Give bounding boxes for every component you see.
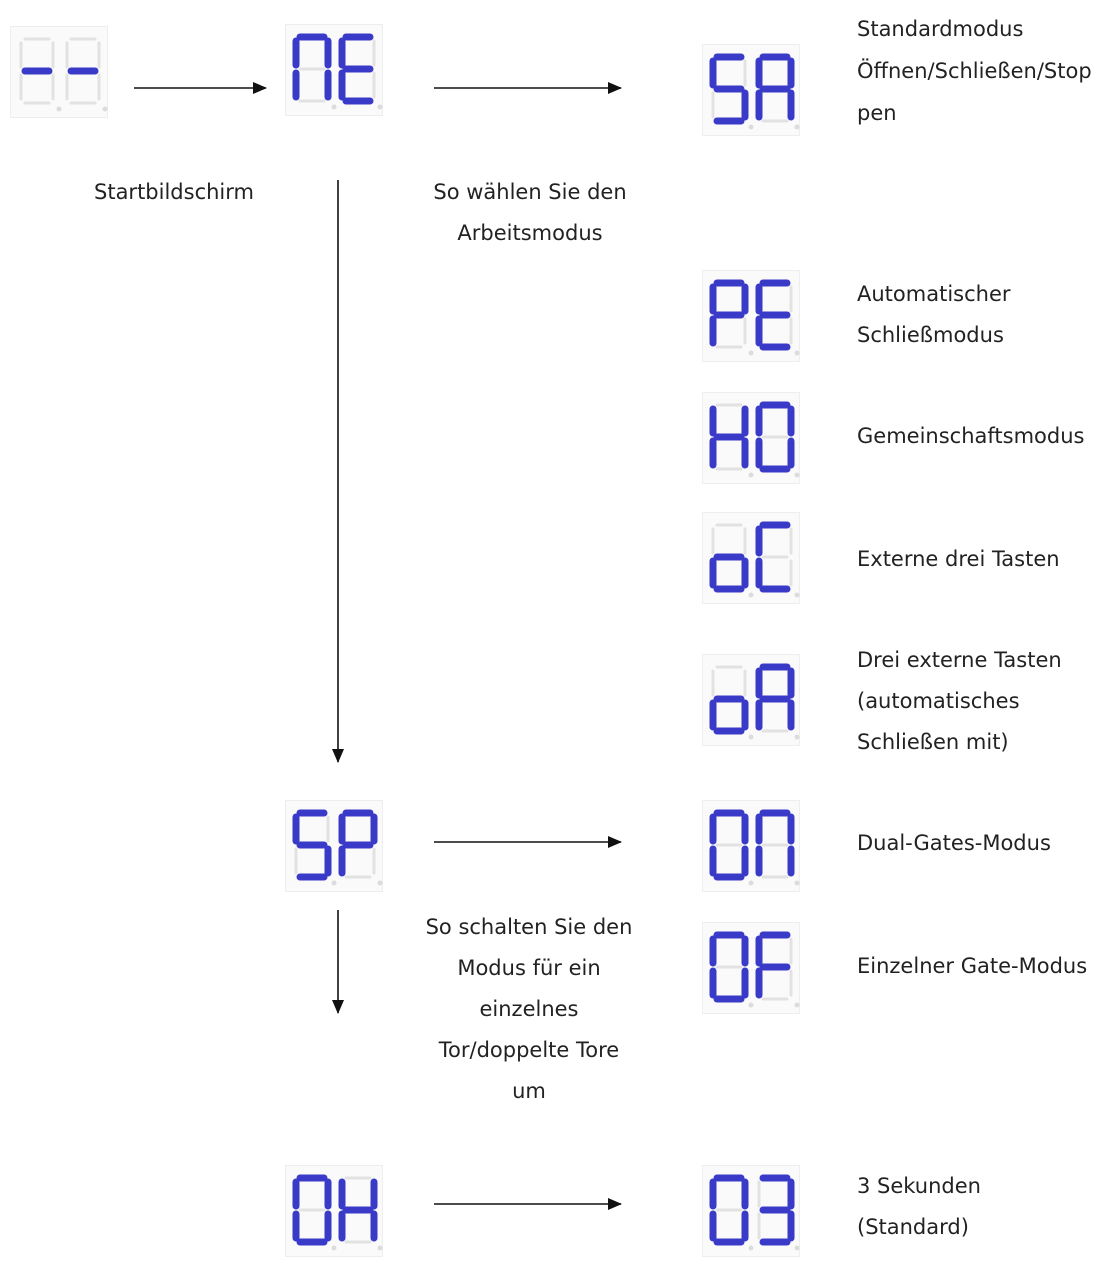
label-line: Dual-Gates-Modus bbox=[857, 831, 1051, 855]
label-line: So schalten Sie den bbox=[425, 915, 633, 939]
label-line: Automatischer bbox=[857, 282, 1011, 306]
decimal-dot bbox=[103, 107, 108, 112]
label-line: So wählen Sie den bbox=[433, 180, 627, 204]
seven-segment-glyphs bbox=[703, 923, 801, 1015]
decimal-dot bbox=[749, 351, 754, 356]
label-line: Modus für ein bbox=[457, 956, 601, 980]
seven-segment-glyphs bbox=[286, 25, 384, 117]
label-line: pen bbox=[857, 101, 897, 125]
seven-segment-glyphs bbox=[703, 271, 801, 363]
decimal-dot bbox=[378, 105, 383, 110]
display-oc bbox=[702, 512, 800, 604]
display-ne bbox=[285, 24, 383, 116]
display-o3 bbox=[702, 1165, 800, 1257]
display-ho bbox=[702, 392, 800, 484]
label-standard-mode bbox=[857, 8, 1092, 134]
display-pe bbox=[702, 270, 800, 362]
decimal-dot bbox=[795, 881, 800, 886]
label-line: einzelnes bbox=[479, 997, 579, 1021]
decimal-dot bbox=[749, 1246, 754, 1251]
display-sa bbox=[702, 44, 800, 136]
label-line: Arbeitsmodus bbox=[457, 221, 603, 245]
seven-segment-glyphs bbox=[11, 27, 109, 119]
label-start-screen-text: Startbildschirm bbox=[94, 180, 254, 204]
label-community-mode bbox=[857, 416, 1084, 457]
decimal-dot bbox=[795, 735, 800, 740]
label-line: Tor/doppelte Tore bbox=[438, 1038, 620, 1062]
decimal-dot bbox=[332, 105, 337, 110]
seven-segment-glyphs bbox=[703, 655, 801, 747]
seven-segment-glyphs bbox=[703, 513, 801, 605]
display-of bbox=[702, 922, 800, 1014]
seven-segment-glyphs bbox=[703, 801, 801, 893]
decimal-dot bbox=[795, 1003, 800, 1008]
label-line: (automatisches bbox=[857, 689, 1020, 713]
seven-segment-glyphs bbox=[703, 393, 801, 485]
label-line: Gemeinschaftsmodus bbox=[857, 424, 1085, 448]
seven-segment-glyphs bbox=[286, 1166, 384, 1258]
label-auto-close-mode bbox=[857, 274, 1011, 356]
display-sp bbox=[285, 800, 383, 892]
label-single-gate-mode bbox=[857, 946, 1087, 987]
decimal-dot bbox=[57, 107, 62, 112]
seven-segment-glyphs bbox=[703, 1166, 801, 1258]
decimal-dot bbox=[378, 881, 383, 886]
display-oa bbox=[702, 654, 800, 746]
display-oh bbox=[285, 1165, 383, 1257]
seven-segment-glyphs bbox=[703, 45, 801, 137]
seven-segment-glyphs bbox=[286, 801, 384, 893]
decimal-dot bbox=[749, 125, 754, 130]
decimal-dot bbox=[749, 881, 754, 886]
label-line: (Standard) bbox=[857, 1215, 969, 1239]
label-line: Schließmodus bbox=[857, 323, 1004, 347]
display-on bbox=[702, 800, 800, 892]
label-start-screen bbox=[94, 172, 254, 213]
decimal-dot bbox=[795, 593, 800, 598]
display-start bbox=[10, 26, 108, 118]
label-three-external-buttons-auto bbox=[857, 640, 1062, 763]
label-line: Standardmodus bbox=[857, 17, 1024, 41]
label-line: um bbox=[512, 1079, 546, 1103]
decimal-dot bbox=[795, 473, 800, 478]
decimal-dot bbox=[378, 1246, 383, 1251]
label-line: Schließen mit) bbox=[857, 730, 1009, 754]
label-three-seconds bbox=[857, 1166, 981, 1248]
label-line: 3 Sekunden bbox=[857, 1174, 981, 1198]
label-line: Öffnen/Schließen/Stop bbox=[857, 59, 1092, 83]
decimal-dot bbox=[749, 473, 754, 478]
decimal-dot bbox=[749, 735, 754, 740]
decimal-dot bbox=[749, 1003, 754, 1008]
decimal-dot bbox=[795, 125, 800, 130]
label-external-three-buttons bbox=[857, 539, 1060, 580]
label-line: Drei externe Tasten bbox=[857, 648, 1062, 672]
label-line: Externe drei Tasten bbox=[857, 547, 1060, 571]
decimal-dot bbox=[795, 351, 800, 356]
decimal-dot bbox=[795, 1246, 800, 1251]
decimal-dot bbox=[749, 593, 754, 598]
label-dual-gates-mode bbox=[857, 823, 1051, 864]
label-line: Einzelner Gate-Modus bbox=[857, 954, 1088, 978]
decimal-dot bbox=[332, 1246, 337, 1251]
decimal-dot bbox=[332, 881, 337, 886]
label-switch-gate-mode bbox=[414, 907, 644, 1112]
label-select-work-mode bbox=[420, 172, 640, 254]
